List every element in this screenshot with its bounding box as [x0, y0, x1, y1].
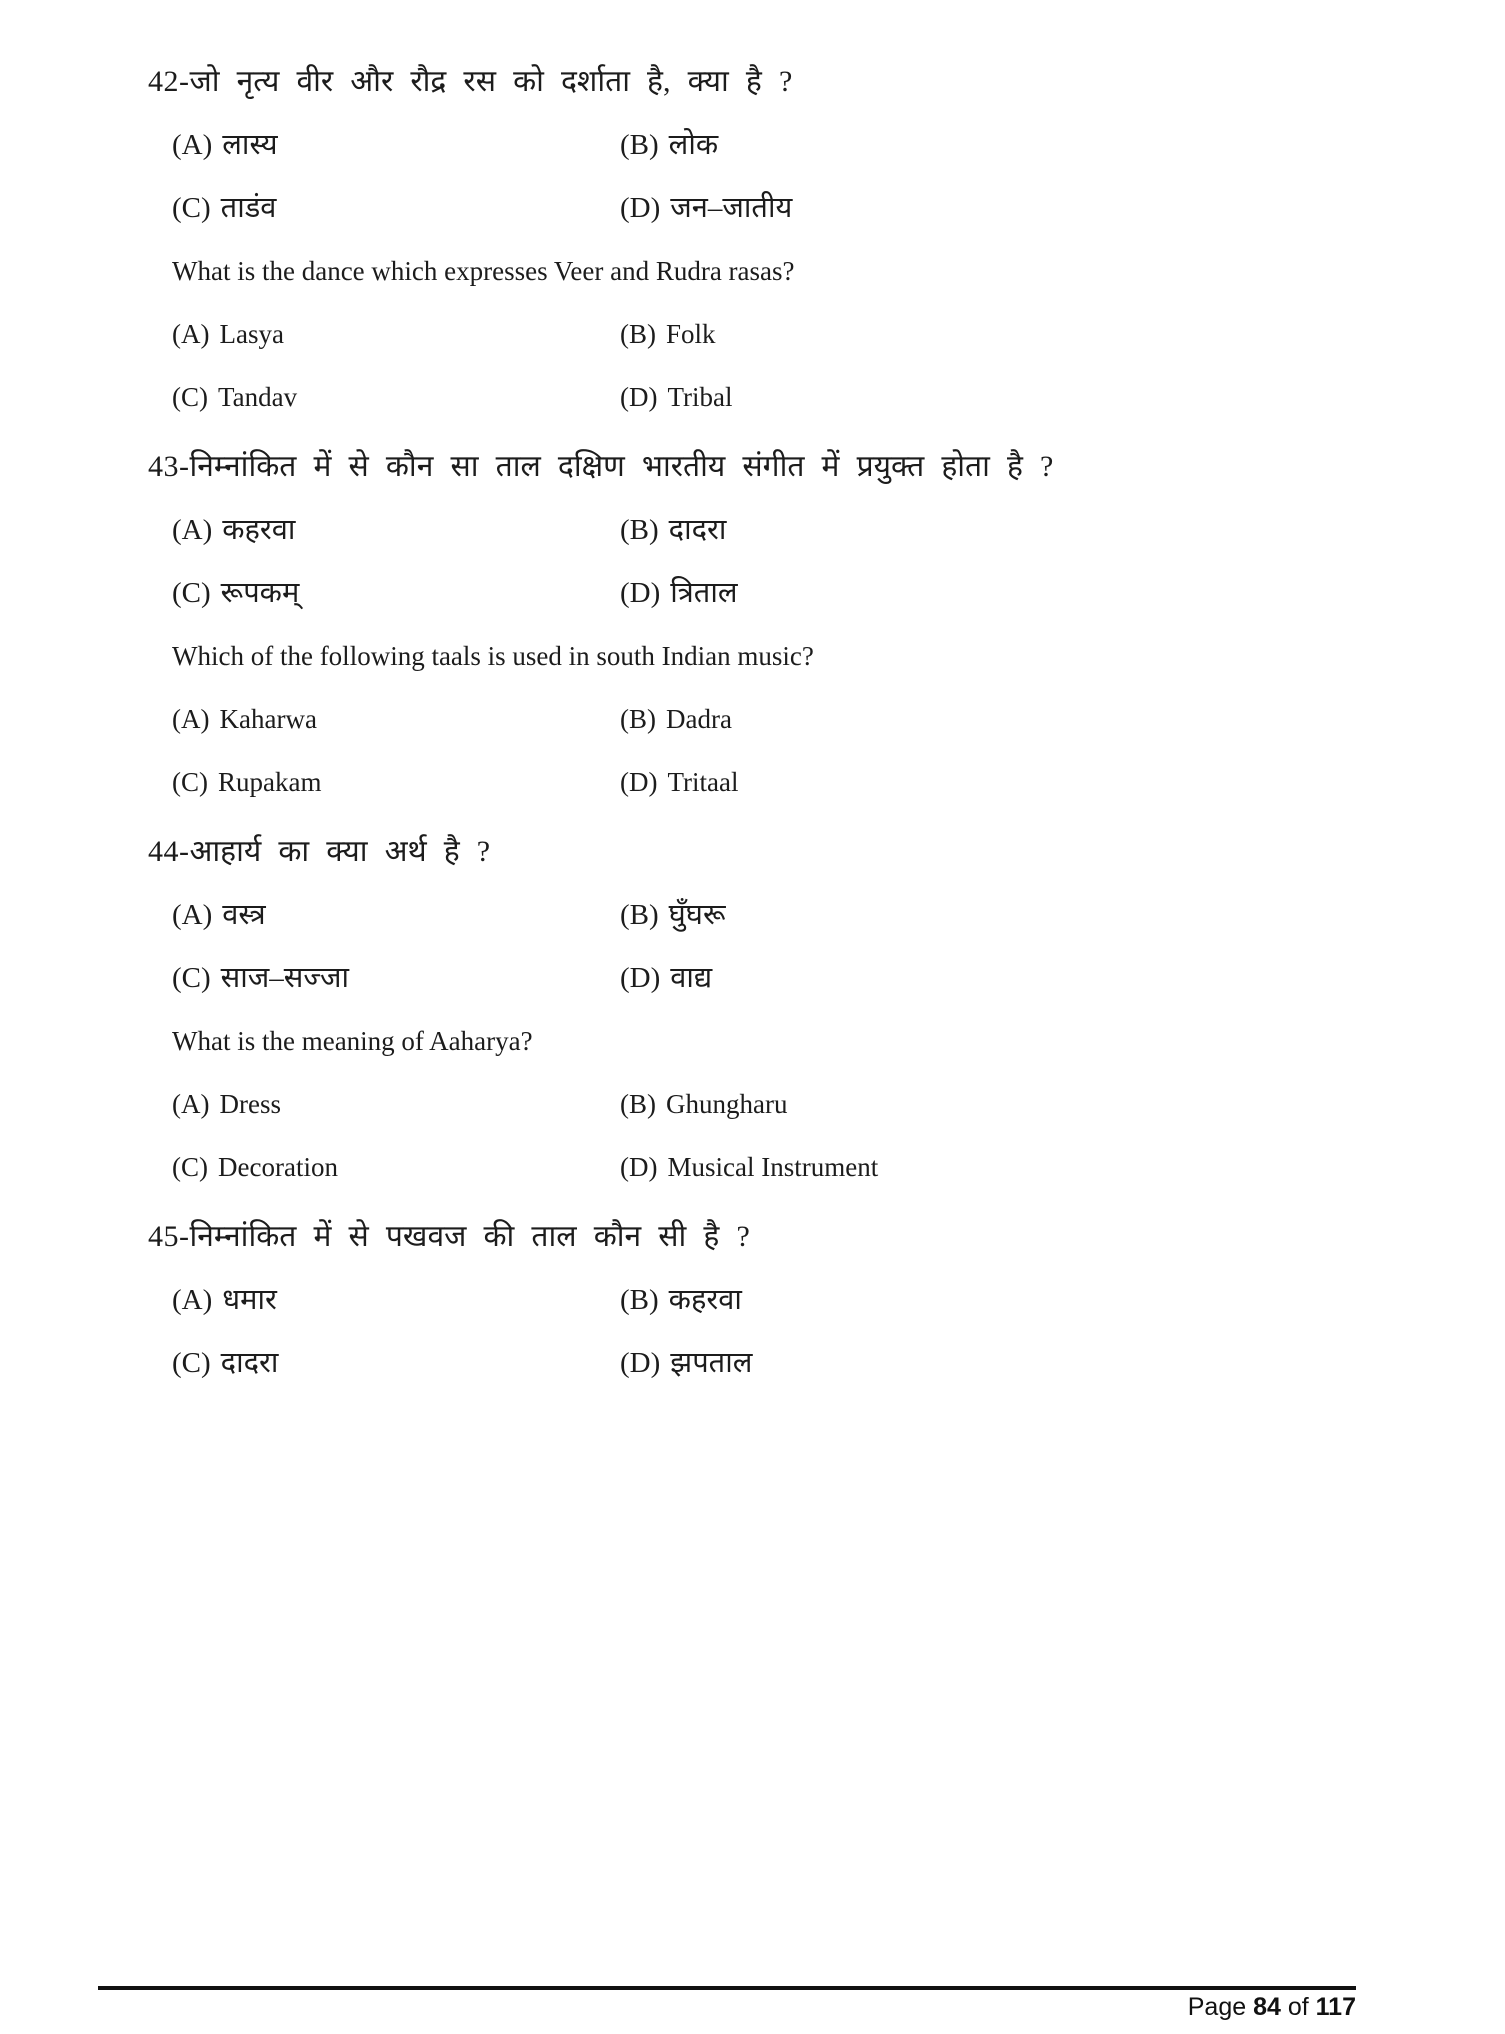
option-label: (B): [620, 514, 659, 546]
question-45-hindi-question: निम्नांकित में से पखवज की ताल कौन सी है ?: [189, 1220, 750, 1253]
option-label: (D): [620, 382, 658, 412]
option-label: (B): [620, 129, 659, 161]
question-44-hindi-options-row-2: [172, 956, 1395, 1000]
question-42-english-question: What is the dance which expresses Veer and Rudra rasas?: [172, 256, 795, 286]
option-label: (C): [172, 767, 208, 797]
option-label: (A): [172, 704, 210, 734]
question-43-hindi-text: [148, 445, 1395, 489]
question-45-hindi-options-row-2: [172, 1341, 1395, 1385]
option-label: (B): [620, 1089, 656, 1119]
option-label: (C): [172, 192, 211, 224]
option-text: त्रिताल: [670, 577, 738, 609]
option-label: (C): [172, 1347, 211, 1379]
option-text: कहरवा: [222, 514, 296, 546]
question-44-english-option-d: [620, 1145, 1395, 1189]
option-label: (B): [620, 1284, 659, 1316]
option-text: रूपकम्: [220, 577, 300, 609]
question-42-hindi-option-d: [620, 186, 1395, 230]
option-label: (A): [172, 1284, 213, 1316]
question-44-english-options-row-2: [172, 1145, 1395, 1189]
question-42-english-option-a: [172, 312, 620, 356]
question-45-hindi-option-c: [172, 1341, 620, 1385]
question-42-hindi-text: [148, 60, 1395, 104]
question-43-hindi-options-row-1: [172, 508, 1395, 552]
question-44-number: 44-: [148, 835, 190, 868]
question-44: [148, 830, 1395, 1189]
question-43-english-option-c: [172, 760, 620, 804]
option-label: (C): [172, 577, 211, 609]
option-text: Decoration: [218, 1152, 338, 1182]
question-44-hindi-option-c: [172, 956, 620, 1000]
option-label: (C): [172, 1152, 208, 1182]
question-42-hindi-option-c: [172, 186, 620, 230]
option-text: Kaharwa: [219, 704, 317, 734]
option-text: Tandav: [218, 382, 298, 412]
question-45-hindi-options-row-1: [172, 1278, 1395, 1322]
option-text: Tribal: [667, 382, 733, 412]
option-text: झपताल: [670, 1347, 753, 1379]
option-text: दादरा: [220, 1347, 279, 1379]
question-43-english-option-a: [172, 697, 620, 741]
option-label: (A): [172, 899, 213, 931]
question-44-hindi-options-row-1: [172, 893, 1395, 937]
question-43: [148, 445, 1395, 804]
question-44-english-options-row-1: [172, 1082, 1395, 1126]
question-45-hindi-option-b: [620, 1278, 1395, 1322]
question-44-english-option-a: [172, 1082, 620, 1126]
question-42-english-options-row-2: [172, 375, 1395, 419]
question-43-hindi-option-d: [620, 571, 1395, 615]
question-45-number: 45-: [148, 1220, 190, 1253]
question-42-english-option-d: [620, 375, 1395, 419]
option-text: Dadra: [666, 704, 732, 734]
question-43-number: 43-: [148, 450, 190, 483]
question-42-hindi-question: जो नृत्य वीर और रौद्र रस को दर्शाता है, क्या है ?: [189, 65, 793, 98]
option-text: Musical Instrument: [667, 1152, 879, 1182]
option-label: (D): [620, 962, 661, 994]
question-45: [148, 1215, 1395, 1385]
question-44-hindi-option-d: [620, 956, 1395, 1000]
footer-label-of: of: [1287, 1993, 1309, 2021]
option-label: (C): [172, 962, 211, 994]
question-45-hindi-option-a: [172, 1278, 620, 1322]
option-text: धमार: [222, 1284, 277, 1316]
question-42-hindi-options-row-1: [172, 123, 1395, 167]
option-text: Dress: [219, 1089, 281, 1119]
question-43-english-option-d: [620, 760, 1395, 804]
option-text: Tritaal: [667, 767, 739, 797]
question-44-hindi-question: आहार्य का क्या अर्थ है ?: [189, 835, 491, 868]
option-text: लोक: [668, 129, 719, 161]
question-44-hindi-option-b: [620, 893, 1395, 937]
option-label: (C): [172, 382, 208, 412]
option-text: Ghungharu: [666, 1089, 788, 1119]
option-text: Folk: [666, 319, 716, 349]
footer-total-pages: 117: [1315, 1993, 1356, 2021]
question-42-english-option-b: [620, 312, 1395, 356]
question-43-english-option-b: [620, 697, 1395, 741]
question-43-hindi-question: निम्नांकित में से कौन सा ताल दक्षिण भारतीय संगीत में प्रयुक्त होता है ?: [189, 450, 1054, 483]
option-label: (B): [620, 899, 659, 931]
page-number-indicator: [98, 1990, 1356, 2024]
option-label: (D): [620, 192, 661, 224]
question-42-english-option-c: [172, 375, 620, 419]
option-text: वस्त्र: [222, 899, 266, 931]
option-text: कहरवा: [668, 1284, 742, 1316]
footer-label-page: Page: [1187, 1993, 1247, 2021]
option-text: वाद्य: [670, 962, 713, 994]
question-44-hindi-option-a: [172, 893, 620, 937]
question-44-english-option-b: [620, 1082, 1395, 1126]
option-label: (B): [620, 319, 656, 349]
footer-current-page: 84: [1253, 1993, 1281, 2021]
question-44-english-question: What is the meaning of Aaharya?: [172, 1026, 533, 1056]
question-43-english-question: Which of the following taals is used in south Indian music?: [172, 641, 814, 671]
question-45-hindi-option-d: [620, 1341, 1395, 1385]
question-43-english-options-row-2: [172, 760, 1395, 804]
question-43-hindi-option-a: [172, 508, 620, 552]
option-label: (B): [620, 704, 656, 734]
option-text: जन–जातीय: [670, 192, 793, 224]
question-43-hindi-option-c: [172, 571, 620, 615]
option-text: ताडंव: [220, 192, 277, 224]
question-43-hindi-options-row-2: [172, 571, 1395, 615]
question-43-hindi-option-b: [620, 508, 1395, 552]
option-label: (D): [620, 577, 661, 609]
option-text: Rupakam: [218, 767, 322, 797]
option-text: घुँघरू: [668, 899, 726, 931]
option-label: (D): [620, 1347, 661, 1379]
option-text: साज–सज्जा: [220, 962, 350, 994]
question-42-hindi-option-a: [172, 123, 620, 167]
option-text: लास्य: [222, 129, 278, 161]
question-45-hindi-text: [148, 1215, 1395, 1259]
question-42-english-options-row-1: [172, 312, 1395, 356]
option-text: दादरा: [668, 514, 727, 546]
page-footer: [98, 1986, 1356, 2024]
option-label: (A): [172, 1089, 210, 1119]
question-42-hindi-options-row-2: [172, 186, 1395, 230]
question-42-hindi-option-b: [620, 123, 1395, 167]
option-label: (D): [620, 1152, 658, 1182]
question-44-hindi-text: [148, 830, 1395, 874]
question-42: [148, 60, 1395, 419]
question-44-english-option-c: [172, 1145, 620, 1189]
question-42-number: 42-: [148, 65, 190, 98]
option-label: (D): [620, 767, 658, 797]
option-label: (A): [172, 319, 210, 349]
option-text: Lasya: [219, 319, 284, 349]
option-label: (A): [172, 514, 213, 546]
option-label: (A): [172, 129, 213, 161]
question-43-english-options-row-1: [172, 697, 1395, 741]
